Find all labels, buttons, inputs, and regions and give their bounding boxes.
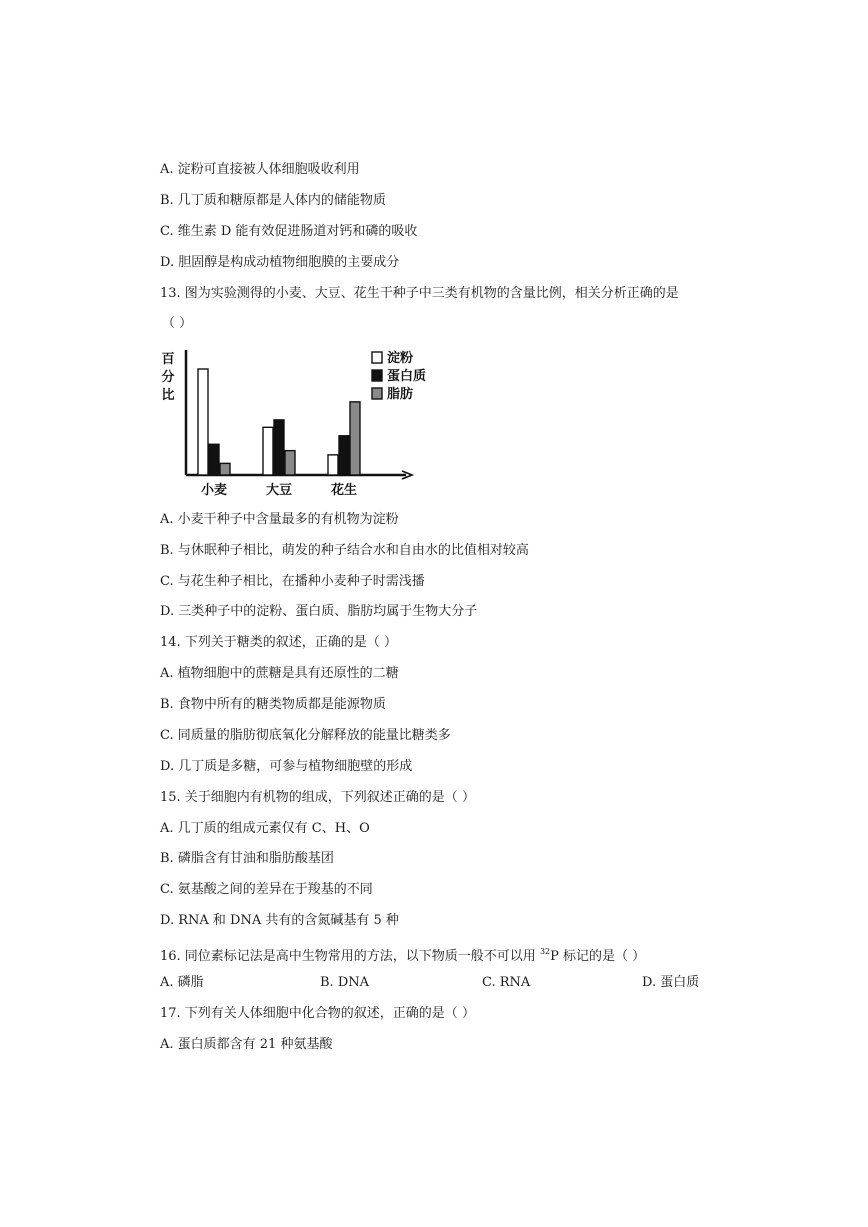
q13-option-c: C. 与花生种子相比，在播种小麦种子时需浅播 (160, 574, 425, 589)
bar-starch-0 (198, 369, 208, 475)
q16-option-b: B. DNA (320, 975, 370, 990)
x-tick-label: 大豆 (265, 483, 293, 498)
bar-chart (158, 342, 427, 500)
q15-option-c: C. 氨基酸之间的差异在于羧基的不同 (160, 882, 373, 897)
q16-option-c: C. RNA (482, 975, 531, 990)
y-axis-label-char: 百 (161, 352, 175, 367)
q16-stem (160, 944, 645, 965)
q16-isotope-mass: 32 (539, 947, 551, 956)
q17-stem: 17. 下列有关人体细胞中化合物的叙述，正确的是（ ） (160, 1006, 475, 1021)
q16-option-d: D. 蛋白质 (642, 975, 700, 990)
bar-fat-1 (285, 451, 295, 475)
legend-label-starch: 淀粉 (387, 351, 414, 366)
q15-option-d: D. RNA 和 DNA 共有的含氮碱基有 5 种 (160, 913, 399, 928)
legend-swatch-starch (372, 352, 382, 363)
q15-option-a: A. 几丁质的组成元素仅有 C、H、O (160, 821, 370, 836)
q16-stem-after: P 标记的是（ ） (550, 949, 646, 964)
legend-swatch-protein (372, 370, 382, 381)
bar-protein-0 (209, 444, 219, 475)
q13-answer-paren: （ ） (162, 316, 193, 331)
q12-option-d: D. 胆固醇是构成动植物细胞膜的主要成分 (160, 255, 400, 270)
legend-label-fat: 脂肪 (387, 387, 414, 402)
q16-options-row (160, 975, 720, 991)
x-tick-label: 小麦 (200, 483, 228, 498)
x-tick-label: 花生 (330, 483, 358, 498)
q13-option-b: B. 与休眠种子相比，萌发的种子结合水和自由水的比值相对较高 (160, 543, 529, 558)
q13-stem: 13. 图为实验测得的小麦、大豆、花生干种子中三类有机物的含量比例，相关分析正确的是 (160, 286, 679, 301)
bar-fat-2 (350, 402, 360, 475)
q17-option-a: A. 蛋白质都含有 21 种氨基酸 (160, 1037, 333, 1052)
y-axis-label-char: 比 (161, 388, 175, 403)
q14-option-d: D. 几丁质是多糖，可参与植物细胞壁的形成 (160, 759, 413, 774)
bar-starch-1 (263, 427, 273, 475)
bar-fat-0 (220, 463, 230, 475)
q16-stem-before: 16. 同位素标记法是高中生物常用的方法，以下物质一般不可以用 (160, 949, 540, 964)
q13-option-a: A. 小麦干种子中含量最多的有机物为淀粉 (160, 512, 399, 527)
q15-option-b: B. 磷脂含有甘油和脂肪酸基团 (160, 851, 334, 866)
q12-option-c: C. 维生素 D 能有效促进肠道对钙和磷的吸收 (160, 224, 418, 239)
q13-option-d: D. 三类种子中的淀粉、蛋白质、脂肪均属于生物大分子 (160, 604, 478, 619)
q16-option-a: A. 磷脂 (160, 975, 204, 990)
q15-stem: 15. 关于细胞内有机物的组成，下列叙述正确的是（ ） (160, 790, 475, 805)
q14-stem: 14. 下列关于糖类的叙述，正确的是（ ） (160, 635, 397, 650)
bar-protein-2 (339, 436, 349, 475)
y-axis-label-char: 分 (161, 370, 175, 385)
legend-label-protein: 蛋白质 (387, 369, 427, 384)
q14-option-c: C. 同质量的脂肪彻底氧化分解释放的能量比糖类多 (160, 728, 451, 743)
q14-option-a: A. 植物细胞中的蔗糖是具有还原性的二糖 (160, 666, 399, 681)
q14-option-b: B. 食物中所有的糖类物质都是能源物质 (160, 697, 386, 712)
q12-option-a: A. 淀粉可直接被人体细胞吸收利用 (160, 162, 360, 177)
bar-starch-2 (328, 455, 338, 475)
q12-option-b: B. 几丁质和糖原都是人体内的储能物质 (160, 193, 386, 208)
bar-protein-1 (274, 420, 284, 475)
legend-swatch-fat (372, 388, 382, 399)
